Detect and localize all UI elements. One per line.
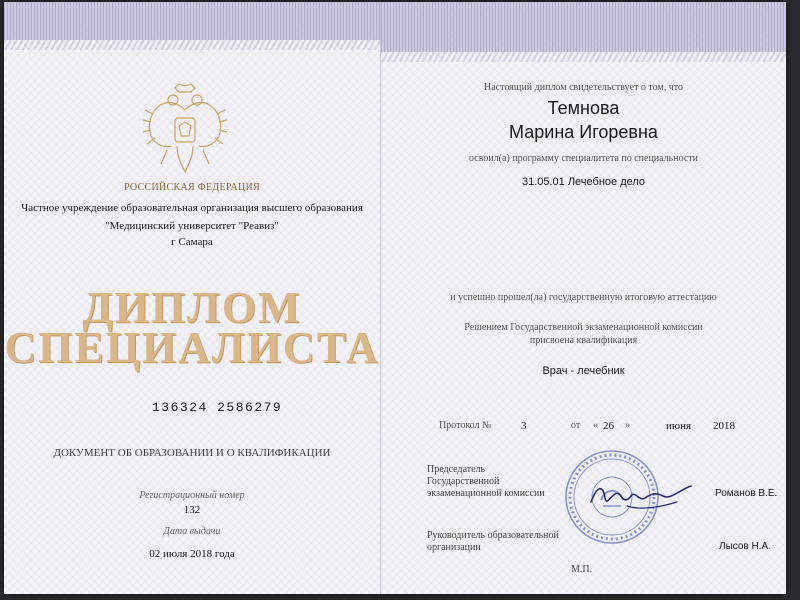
chair-label-line-3: экзаменационной комиссии xyxy=(427,488,545,499)
institution-line-1: Частное учреждение образовательная организация высшего образования xyxy=(21,202,363,214)
registration-number-value: 132 xyxy=(183,504,201,516)
country-label: РОССИЙСКАЯ ФЕДЕРАЦИЯ xyxy=(123,182,261,193)
diploma-title-line-2: СПЕЦИАЛИСТА xyxy=(4,323,380,372)
registration-number-label: Регистрационный номер xyxy=(139,490,245,501)
certifies-intro-text: Настоящий диплом свидетельствует о том, что xyxy=(484,82,683,93)
graduate-given-names: Марина Игоревна xyxy=(509,122,658,142)
diploma-title-line-1: ДИПЛОМ xyxy=(82,283,302,332)
handwritten-signature-icon xyxy=(587,476,697,516)
protocol-year: 2018 xyxy=(713,420,735,432)
chair-name: Романов В.Е. xyxy=(715,488,778,499)
protocol-day: 26 xyxy=(603,420,614,432)
organization-head-name: Лысов Н.А. xyxy=(719,541,771,552)
stamp-place-label: М.П. xyxy=(571,564,593,575)
chair-label-line-1: Председатель xyxy=(427,464,486,475)
diploma-serial-number: 136324 2586279 xyxy=(152,400,283,415)
attestation-text: и успешно прошел(ла) государственную итоговую аттестацию xyxy=(450,292,717,303)
diploma-right-page xyxy=(381,2,786,594)
issue-date-label: Дата выдачи xyxy=(163,526,221,537)
top-decorative-band xyxy=(4,2,380,40)
commission-decision-line-2: присвоена квалификация xyxy=(529,335,638,346)
institution-line-2: "Медицинский университет "Реавиз" xyxy=(105,220,279,232)
protocol-number: 3 xyxy=(521,420,527,432)
protocol-label: Протокол № xyxy=(439,420,492,431)
close-quote: » xyxy=(625,420,630,431)
top-decorative-band xyxy=(381,2,786,52)
chair-label-line-2: Государственной xyxy=(427,476,500,487)
double-headed-eagle-emblem-icon xyxy=(137,80,233,180)
institution-city: г Самара xyxy=(171,236,213,248)
specialty-value: 31.05.01 Лечебное дело xyxy=(521,176,646,188)
qualification-value: Врач - лечебник xyxy=(542,365,625,377)
organization-head-label xyxy=(427,530,559,554)
program-text: освоил(а) программу специалитета по специальности xyxy=(469,153,698,164)
document-type-label: ДОКУМЕНТ ОБ ОБРАЗОВАНИИ И О КВАЛИФИКАЦИИ xyxy=(53,447,331,459)
graduate-surname: Темнова xyxy=(547,98,620,118)
issue-date-value: 02 июля 2018 года xyxy=(149,548,235,560)
protocol-month: июня xyxy=(666,420,692,432)
protocol-from-label: от xyxy=(571,420,581,431)
diploma-left-page xyxy=(4,2,381,594)
head-label-line-1: Руководитель образовательной xyxy=(427,530,559,541)
head-label-line-2: организации xyxy=(427,542,481,553)
commission-chair-label xyxy=(427,464,545,500)
commission-decision-line-1: Решением Государственной экзаменационной комиссии xyxy=(464,322,703,333)
open-quote: « xyxy=(593,420,598,431)
diploma-spread xyxy=(4,2,786,594)
